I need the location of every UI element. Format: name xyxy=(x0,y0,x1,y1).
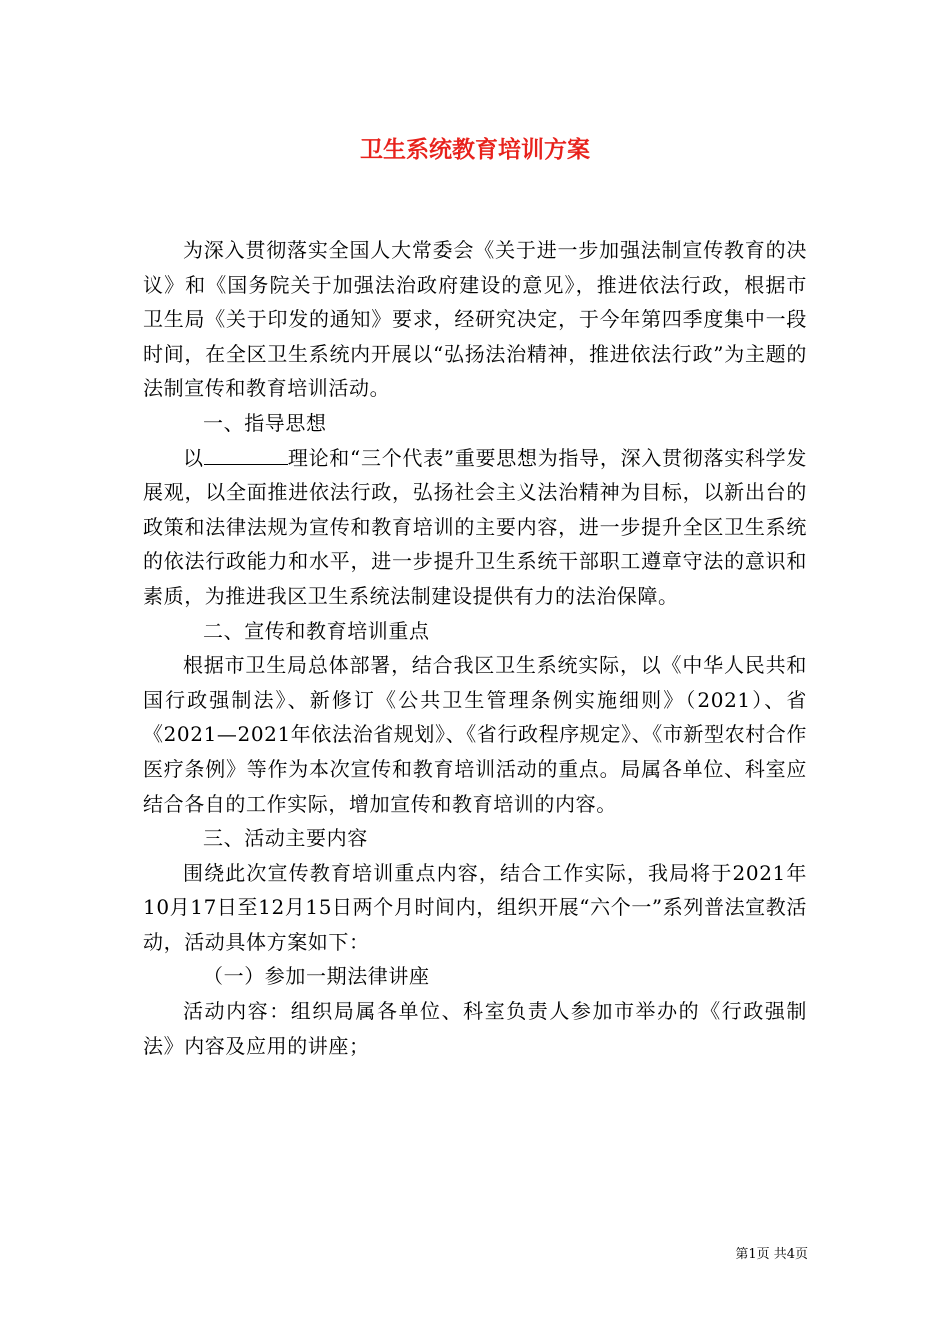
section-heading-training-focus: 二、宣传和教育培训重点 xyxy=(203,618,430,643)
main-content-paragraph: 围绕此次宣传教育培训重点内容，结合工作实际，我局将于2021年10月17日至12月15日两个月时间内，组织开展“六个一”系列普法宣教活动，活动具体方案如下： xyxy=(143,860,807,954)
page-number-footer: 第1页 共4页 xyxy=(735,1247,808,1262)
section-heading-main-content: 三、活动主要内容 xyxy=(203,826,368,851)
intro-paragraph: 为深入贯彻落实全国人大常委会《关于进一步加强法制宣传教育的决议》和《国务院关于加强法治政府建设的意见》，推进依法行政，根据市卫生局《关于印发的通知》要求，经研究决定，于今年第四季度集中一段时间，在全区卫生系统内开展以“弘扬法治精神，推进依法行政”为主题的法制宣传和教育培训活动。 xyxy=(143,238,807,401)
lecture-paragraph: 活动内容：组织局属各单位、科室负责人参加市举办的《行政强制法》内容及应用的讲座； xyxy=(143,999,807,1058)
blank-underline xyxy=(204,446,288,465)
document-body xyxy=(143,233,807,1063)
guiding-ideology-text: 理论和“三个代表”重要思想为指导，深入贯彻落实科学发展观，以全面推进依法行政，弘扬社会主义法治精神为目标，以新出台的政策和法律法规为宣传和教育培训的主要内容，进一步提升全区卫生系统的依法行政能力和水平，进一步提升卫生系统干部职工遵章守法的意识和素质，为推进我区卫生系统法制建设提供有力的法治保障。 xyxy=(143,445,807,608)
guiding-ideology-paragraph xyxy=(143,441,807,614)
section-heading-guiding-ideology: 一、指导思想 xyxy=(203,410,327,435)
training-focus-paragraph: 根据市卫生局总体部署，结合我区卫生系统实际，以《中华人民共和国行政强制法》、新修订《公共卫生管理条例实施细则》（2021）、省《2021—2021年依法治省规划》、《省行政程序规定》、《市新型农村合作医疗条例》等作为本次宣传和教育培训活动的重点。局属各单位、科室应结合各自的工作实际，增加宣传和教育培训的内容。 xyxy=(143,653,807,816)
subsection-heading-lecture: （一）参加一期法律讲座 xyxy=(203,964,430,989)
guiding-ideology-lead: 以 xyxy=(183,445,204,470)
document-title: 卫生系统教育培训方案 xyxy=(360,136,590,163)
